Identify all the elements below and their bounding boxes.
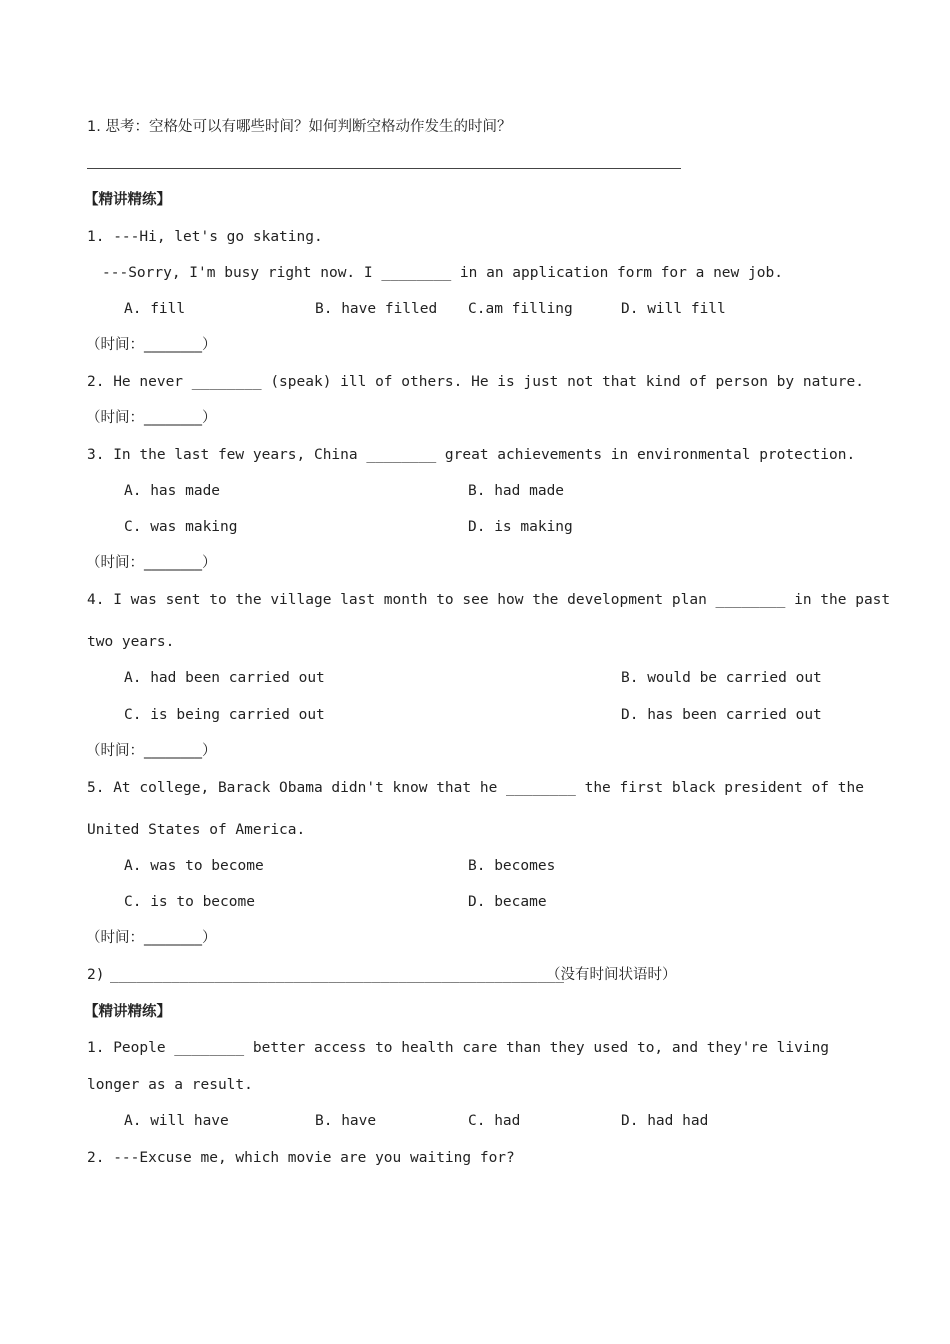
question-3-time: （时间：________） (86, 555, 217, 571)
question-4-option-d: D. has been carried out (621, 707, 822, 723)
question-3-line1: 3. In the last few years, China ________ great achievements in environmental protection. (87, 447, 856, 463)
question-5-option-d: D. became (468, 894, 547, 910)
answer-line (87, 168, 681, 169)
question-5-line2: United States of America. (87, 822, 306, 838)
item-2-note: （没有时间状语时） (546, 967, 677, 983)
question-2-line1: 2. He never ________ (speak) ill of others. He is just not that kind of person by nature. (87, 374, 864, 390)
s2-question-1-option-b: B. have (315, 1113, 377, 1129)
s2-question-1-option-a: A. will have (124, 1113, 229, 1129)
section-header-2: 【精讲精练】 (84, 1004, 171, 1020)
question-1-option-b: B. have filled (315, 301, 438, 317)
s2-question-1-line2: longer as a result. (87, 1077, 253, 1093)
question-1-option-d: D. will fill (621, 301, 726, 317)
question-3-option-a: A. has made (124, 483, 221, 499)
thinking-prompt: 1. 思考：空格处可以有哪些时间？如何判断空格动作发生的时间？ (87, 119, 512, 135)
question-1-option-c: C.am filling (468, 301, 573, 317)
item-2-label: 2) (87, 967, 105, 983)
question-4-time: （时间：________） (86, 743, 217, 759)
question-5-option-a: A. was to become (124, 858, 264, 874)
question-5-time: （时间：________） (86, 930, 217, 946)
question-3-option-c: C. was making (124, 519, 238, 535)
question-3-option-b: B. had made (468, 483, 565, 499)
question-2-time: （时间：________） (86, 410, 217, 426)
question-1-option-a: A. fill (124, 301, 186, 317)
question-4-option-a: A. had been carried out (124, 670, 325, 686)
s2-question-1-option-d: D. had had (621, 1113, 709, 1129)
question-1-time: （时间：________） (86, 337, 217, 353)
question-5-line1: 5. At college, Barack Obama didn't know that he ________ the first black president of the (87, 780, 864, 796)
item-2-blank: ____________________________________________________ (110, 967, 564, 983)
question-4-line1: 4. I was sent to the village last month to see how the development plan ________ in the past (87, 592, 891, 608)
s2-question-1-option-c: C. had (468, 1113, 521, 1129)
section-header: 【精讲精练】 (84, 192, 171, 208)
question-1-line2: ---Sorry, I'm busy right now. I ________ in an application form for a new job. (102, 265, 783, 281)
question-1-line1: 1. ---Hi, let's go skating. (87, 229, 323, 245)
s2-question-1-line1: 1. People ________ better access to health care than they used to, and they're living (87, 1040, 830, 1056)
question-4-option-b: B. would be carried out (621, 670, 822, 686)
question-5-option-c: C. is to become (124, 894, 255, 910)
question-3-option-d: D. is making (468, 519, 573, 535)
question-4-option-c: C. is being carried out (124, 707, 325, 723)
question-5-option-b: B. becomes (468, 858, 556, 874)
question-4-line2: two years. (87, 634, 175, 650)
s2-question-2-line1: 2. ---Excuse me, which movie are you waiting for? (87, 1150, 515, 1166)
